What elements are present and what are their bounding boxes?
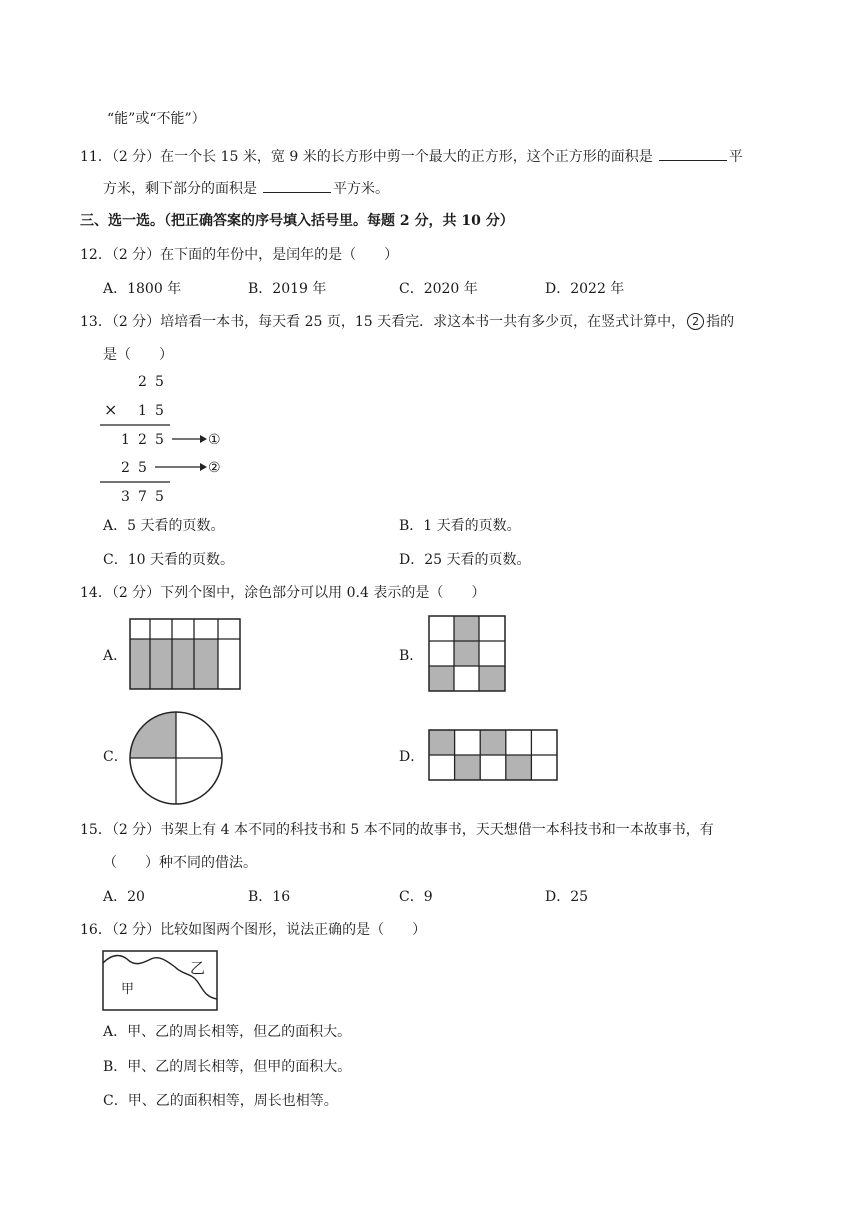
calc-digit: 1 (121, 432, 130, 448)
circled-label-2: ② (208, 460, 221, 476)
q12-stem-text: 12．（2 分）在下面的年份中，是闰年的是（ (80, 247, 357, 263)
q14-stem-text: 14．（2 分）下列个图中，涂色部分可以用 0.4 表示的是（ (80, 585, 444, 601)
q13-stem: 13．（2 分）培培看一本书，每天看 25 页，15 天看完．求这本书一共有多少页，在竖式计算中， (80, 314, 686, 330)
calc-digit: 2 (138, 374, 147, 390)
q16-close: ） (412, 922, 427, 938)
shaded-cell (480, 730, 506, 755)
shaded-cell (506, 755, 532, 780)
q12-option-a[interactable]: A．1800 年 (103, 281, 182, 297)
q15-option-d[interactable]: D．25 (545, 889, 589, 905)
q14-label-b[interactable]: B． (399, 648, 424, 664)
q16-stem-text: 16．（2 分）比较如图两个图形，说法正确的是（ (80, 922, 385, 938)
q13-stem-end: 指的 (706, 314, 735, 330)
q13-line2 (103, 345, 173, 365)
q11-line1 (80, 146, 743, 167)
q13-close: ） (159, 347, 173, 363)
q16-option-c[interactable]: C．甲、乙的面积相等，周长也相等。 (103, 1093, 338, 1109)
q12-option-d[interactable]: D．2022 年 (545, 281, 625, 297)
q15-line2 (103, 853, 257, 873)
q16-option-a[interactable]: A．甲、乙的周长相等，但乙的面积大。 (103, 1024, 352, 1040)
q11-unit1: 平 (728, 149, 743, 165)
vertical-multiplication-figure (100, 370, 226, 510)
label-yi: 乙 (190, 959, 206, 977)
q12-stem (80, 245, 398, 265)
shaded-cell (454, 616, 479, 641)
shaded-cell (194, 639, 218, 689)
q12-option-c[interactable]: C．2020 年 (399, 281, 478, 297)
calc-digit: 1 (138, 403, 147, 419)
q15-option-c[interactable]: C．9 (399, 889, 433, 905)
q14-stem (80, 583, 485, 603)
shaded-cell (454, 641, 479, 666)
q14-figure-b[interactable] (427, 614, 509, 694)
shaded-cell (429, 666, 454, 691)
calc-digit: 2 (138, 432, 147, 448)
q14-figure-d[interactable] (427, 728, 561, 784)
q14-figure-c[interactable] (127, 709, 225, 807)
circled-2-marker: 2 (687, 313, 704, 330)
circled-label-1: ① (208, 432, 221, 448)
q14-label-d[interactable]: D． (399, 749, 425, 765)
shaded-cell (130, 639, 150, 689)
q14-label-c[interactable]: C． (103, 749, 128, 765)
shaded-cell (172, 639, 194, 689)
calc-digit: 5 (155, 374, 164, 390)
q13-option-a[interactable]: A．5 天看的页数。 (103, 518, 225, 534)
q16-figure-jia-yi (101, 949, 221, 1013)
label-jia: 甲 (121, 982, 135, 997)
q15-line1: 15．（2 分）书架上有 4 本不同的科技书和 5 本不同的故事书，天天想借一本科技书和一本故事书，有 (80, 822, 714, 838)
arrow-2-head (200, 463, 207, 471)
q15-open: （ (103, 855, 117, 871)
q12-option-b[interactable]: B．2019 年 (248, 281, 327, 297)
calc-digit: 7 (138, 489, 147, 505)
calc-digit: 5 (138, 460, 147, 476)
calc-digit: 3 (121, 489, 130, 505)
calc-digit: 5 (155, 432, 164, 448)
q13-option-d[interactable]: D．25 天看的页数。 (399, 552, 531, 568)
q11-line2 (103, 178, 389, 199)
q13-line2-text: 是（ (103, 347, 131, 363)
q13-option-b[interactable]: B．1 天看的页数。 (399, 518, 521, 534)
q13-option-c[interactable]: C．10 天看的页数。 (103, 552, 234, 568)
q11-stem: 11．（2 分）在一个长 15 米，宽 9 米的长方形中剪一个最大的正方形，这个正方形的面积是 (80, 149, 653, 165)
q11-answer-blank-1[interactable] (659, 146, 727, 161)
q11-line2-text: 方米，剩下部分的面积是 (103, 181, 257, 197)
calc-digit: 5 (155, 489, 164, 505)
q12-close: ） (384, 247, 399, 263)
q14-close: ） (471, 585, 486, 601)
q11-unit2: 平方米。 (333, 181, 389, 197)
q15-option-b[interactable]: B．16 (248, 889, 291, 905)
multiply-sign: × (104, 400, 118, 419)
shaded-cell (479, 666, 505, 691)
continuation-text: “能”或“不能”） (107, 111, 206, 127)
shaded-cell (455, 755, 481, 780)
q15-option-a[interactable]: A．20 (103, 889, 145, 905)
calc-digit: 5 (155, 403, 164, 419)
q16-stem (80, 920, 426, 940)
q16-option-b[interactable]: B．甲、乙的周长相等，但甲的面积大。 (103, 1059, 352, 1075)
shaded-cell (150, 639, 172, 689)
shaded-cell (429, 730, 455, 755)
arrow-1-head (200, 435, 207, 443)
q14-figure-a[interactable] (128, 617, 244, 691)
q15-line2-text: ）种不同的借法。 (145, 855, 257, 871)
q11-answer-blank-2[interactable] (263, 178, 331, 193)
calc-digit: 2 (121, 460, 130, 476)
q13-line1 (80, 312, 734, 332)
section-3-heading: 三、选一选。（把正确答案的序号填入括号里。每题 2 分，共 10 分） (80, 213, 514, 229)
q14-label-a[interactable]: A． (103, 648, 128, 664)
